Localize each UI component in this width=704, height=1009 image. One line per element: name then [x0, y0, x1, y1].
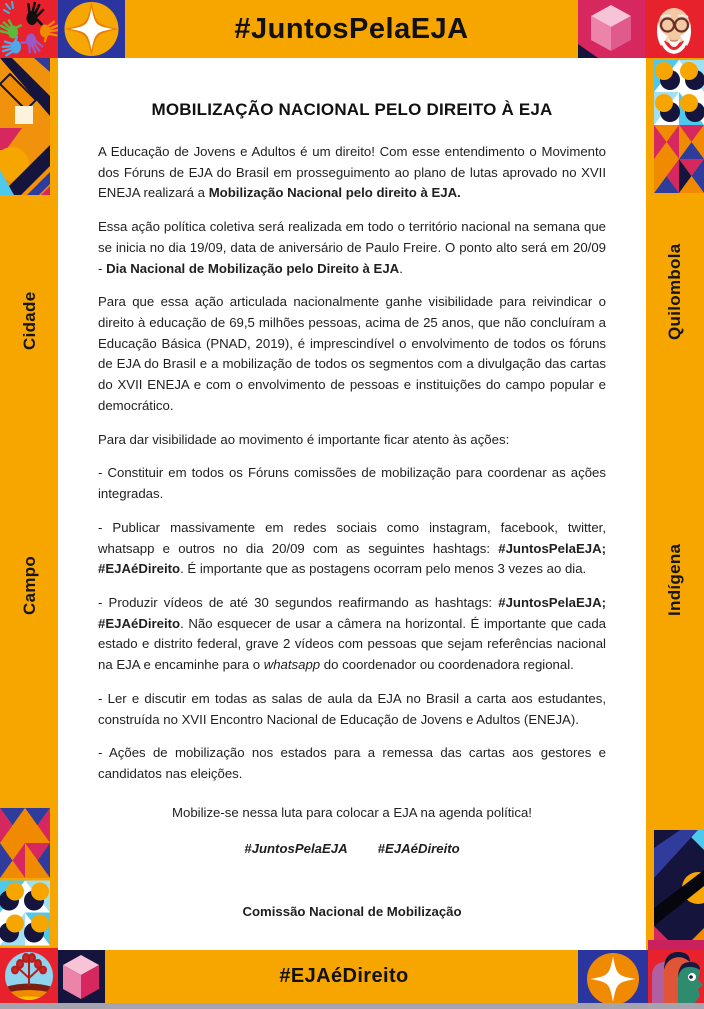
faces-icon: [648, 940, 704, 1009]
footer-band: [110, 950, 578, 1003]
closing-hashtag-1: #JuntosPelaEJA: [244, 841, 348, 857]
closing-call: Mobilize-se nessa luta para colocar a EJA na agenda política!: [172, 804, 532, 820]
star-circle-blue-icon: [578, 950, 648, 1009]
footer-hashtag: #EJAéDireito: [279, 965, 409, 987]
paragraph: Para dar visibilidade ao movimento é importante ficar atento às ações:: [98, 431, 510, 447]
tree-badge-icon: [0, 948, 58, 1009]
paragraph: - Publicar massivamente em redes sociais como instagram, facebook, twitter, whatsapp e outros no dia 20/09 com as seguintes hashtags: #JuntosPelaEJA; #EJAéDireito. É importante que as postagens ocorram pelo menos 3 vezes ao dia.: [98, 519, 606, 577]
eja-campaign-poster: #JuntosPelaEJA Cidade Campo Quilombola Indígena MOBILIZAÇÃO NACIONAL PELO DIREITO À EJA A Educação de Jovens e Adultos é um direito! Com esse entendimento o Movimento dos Fóruns de EJA do Brasil em prosseguimento ao plano de lutas aprovado no XVII ENEJA realizará a Mobilização Nacional pelo direito à EJA. Essa ação política coletiva será realizada em todo o território nacional na semana que se inicia no dia 19/09, data de aniversário de Paulo Freire. O ponto alto será em 20/09 - Dia Nacional de Mobilização pelo Direito à EJA. Para que essa ação articulada nacionalmente ganhe visibilidade para reivindicar o direito à educação de 69,5 milhões pessoas, acima de 25 anos, que não concluíram a Educação Básica (PNAD, 2019), é imprescindível o envolvimento de todos os fóruns de EJA do Brasil e a mobilização de todos os segmentos com a divulgação das cartas do XVII ENEJA e com o envolvimento de pessoas e instituições do campo popular e democrático. Para dar visibilidade ao movimento é importante ficar atento às ações: - Constituir em todos os Fóruns comissões de mobilização para coordenar as ações integradas. - Publicar massivamente em redes sociais como instagram, facebook, twitter, whatsapp e outros no dia 20/09 com as seguintes hashtags: #JuntosPelaEJA; #EJAéDireito. É importante que as postagens ocorram pelo menos 3 vezes ao dia. - Produzir vídeos de até 30 segundos reafirmando as hashtags: #JuntosPelaEJA; #EJAéDireito. Não esquecer de usar a câmera na horizontal. É importante que cada estado e distrito federal, grave 2 vídeos com pessoas que sejam referências nacional na EJA e encaminhe para o whatsapp do coordenador ou coordenadora regional. - Ler e discutir em todas as salas de aula da EJA no Brasil a carta aos estudantes, construída no XVII Encontro Nacional de Educação de Jovens e Adultos (ENEJA). - Ações de mobilização nos estados para a remessa das cartas aos gestores e candidatos nas eleições. Mobilize-se nessa luta para colocar a EJA na agenda política! #JuntosPelaEJA #EJAéDireito Comissão Nacional de Mobilização #EJAéDireito: [0, 0, 704, 1009]
paragraph: A Educação de Jovens e Adultos é um direito! Com esse entendimento o Movimento dos Fóruns de EJA do Brasil em prosseguimento ao plano de lutas aprovado no XVII ENEJA realizará a Mobilização Nacional pelo direito à EJA.: [98, 144, 606, 201]
geometric-collage-left-icon: [0, 58, 50, 195]
signature: Comissão Nacional de Mobilização: [242, 904, 462, 920]
paragraph: - Ler e discutir em todas as salas de aula da EJA no Brasil a carta aos estudantes, construída no XVII Encontro Nacional de Educação de Jovens e Adultos (ENEJA).: [98, 690, 606, 727]
hands-icon: [0, 0, 58, 58]
paragraph: - Constituir em todos os Fóruns comissões de mobilização para coordenar as ações integradas.: [98, 465, 606, 502]
pinwheel-pattern-icon: [0, 808, 50, 878]
closing-hashtags: [98, 839, 606, 860]
pinwheel-pattern-icon: [654, 125, 704, 193]
paragraph: - Ações de mobilização nos estados para a remessa das cartas aos gestores e candidatos nas eleições.: [98, 745, 606, 781]
star-circle-icon: [58, 0, 125, 58]
circles-leaves-pattern-icon: [0, 878, 50, 948]
header-hashtag: #JuntosPelaEJA: [234, 12, 469, 45]
paragraph: Essa ação política coletiva será realizada em todo o território nacional na semana que se inicia no dia 19/09, data de aniversário de Paulo Freire. O ponto alto será em 20/09 - Dia Nacional de Mobilização pelo Direito à EJA.: [98, 219, 606, 276]
paragraph: - Produzir vídeos de até 30 segundos reafirmando as hashtags: #JuntosPelaEJA; #EJAéDireito. Não esquecer de usar a câmera na horizontal. É importante que cada estado e distrito federal, grave 2 vídeos com pessoas que sejam referências nacional na EJA e encaminhe para o whatsapp do coordenador ou coordenadora regional.: [98, 594, 606, 673]
document-page: [58, 58, 646, 950]
pink-cube-icon: [58, 948, 105, 1009]
bottom-grey-strip: [0, 1003, 704, 1009]
closing-hashtag-2: #EJAéDireito: [377, 841, 460, 857]
circles-leaves-pattern-icon: [654, 60, 704, 125]
paragraph: Para que essa ação articulada nacionalmente ganhe visibilidade para reivindicar o direito à educação de 69,5 milhões pessoas, acima de 25 anos, que não concluíram a Educação Básica (PNAD, 2019), é imprescindível o envolvimento de todos os fóruns de EJA do Brasil e a mobilização de todos os segmentos com a divulgação das cartas do XVII ENEJA e com o envolvimento de pessoas e instituições do campo popular e democrático.: [98, 294, 606, 413]
document-title: MOBILIZAÇÃO NACIONAL PELO DIREITO À EJA: [151, 100, 553, 119]
paulo-freire-portrait-icon: [645, 0, 704, 58]
geometric-collage-right-icon: [654, 830, 704, 950]
paragraphs: [98, 142, 606, 785]
header-band: [125, 0, 578, 58]
pink-cube-icon: [578, 0, 645, 58]
